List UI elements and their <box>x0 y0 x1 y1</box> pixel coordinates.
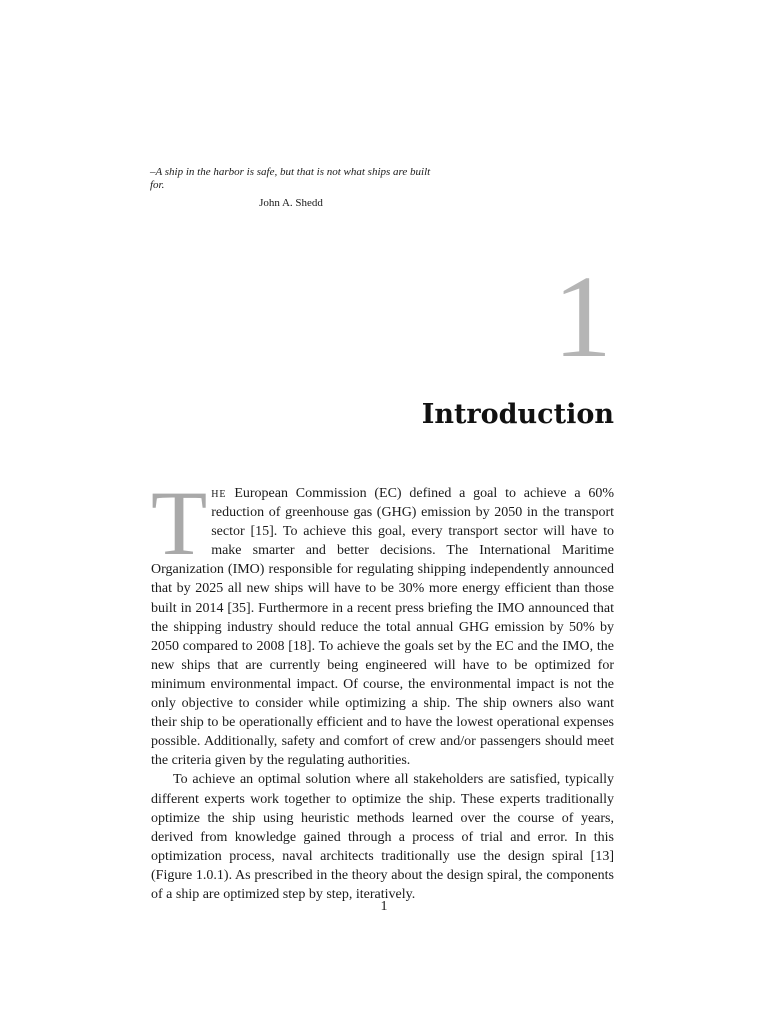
drop-cap: T <box>151 472 208 574</box>
paragraph-1-text: European Commission (EC) defined a goal to achieve a 60% reduction of greenhouse gas (GHG) emission by 2050 in the transport sector [15]. To achieve this goal, every transport sector will have to make smarter and better decisions. The International Maritime Organization (IMO) responsible for regulating shipping independently announced that by 2025 all new ships will have to be 30% more energy efficient than those built in 2014 [35]. Furthermore in a recent press briefing the IMO announced that the shipping industry should reduce the total annual GHG emission by 50% by 2050 compared to 2008 [18]. To achieve the goals set by the EC and the IMO, the new ships that are currently being engineered will have to be optimized for minimum environmental impact. Of course, the environmental impact is not the only objective to consider while optimizing a ship. The ship owners also want their ship to be operationally efficient and to have the lowest operational expenses possible. Additionally, safety and comfort of crew and/or passengers should meet the criteria given by the regulating authorities. <box>151 486 614 769</box>
epigraph <box>150 166 432 210</box>
page-number: 1 <box>380 899 388 914</box>
epigraph-author: John A. Shedd <box>259 197 323 209</box>
paragraph-2: To achieve an optimal solution where all stakeholders are satisfied, typically different experts work together to optimize the ship. These experts traditionally optimize the ship using heuristic methods learned over the course of years, derived from knowledge gained through a process of trial and error. In this optimization process, naval architects traditionally use the design spiral [13] (Figure 1.0.1). As prescribed in the theory about the design spiral, the components of a ship are optimized step by step, iteratively. <box>151 772 614 902</box>
chapter-body <box>151 472 614 904</box>
chapter-title: Introduction <box>421 399 614 430</box>
paragraph-1 <box>151 472 614 770</box>
chapter-number: 1 <box>553 251 612 382</box>
epigraph-quote: –A ship in the harbor is safe, but that is not what ships are built for. <box>150 166 431 191</box>
first-word-small-caps: he <box>211 486 227 501</box>
